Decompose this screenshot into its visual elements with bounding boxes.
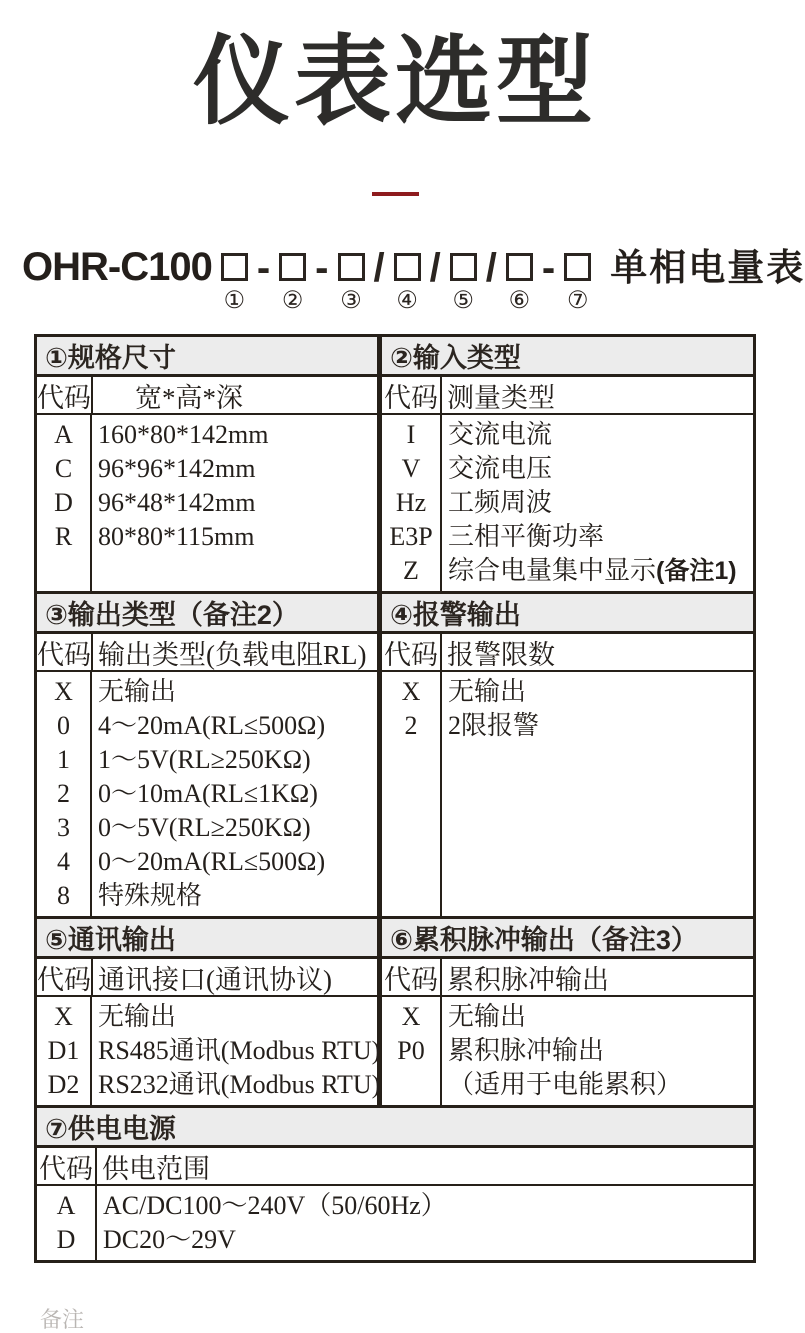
position-number: ⑦ bbox=[566, 288, 589, 314]
code-column-header: 代码 bbox=[382, 377, 442, 413]
code-cells bbox=[37, 997, 92, 1105]
table-body bbox=[382, 672, 753, 916]
code-cell: 8 bbox=[57, 881, 70, 910]
code-cell: A bbox=[54, 420, 73, 449]
table-row-2 bbox=[37, 594, 753, 916]
desc-cells bbox=[92, 418, 377, 588]
code-cell: P0 bbox=[397, 1036, 425, 1065]
column-header-row bbox=[382, 634, 753, 672]
code-cells bbox=[382, 672, 442, 916]
column-header-row bbox=[37, 959, 377, 997]
code-cells bbox=[382, 415, 442, 591]
desc-cell: 96*96*142mm bbox=[98, 454, 256, 483]
model-separator: / bbox=[373, 246, 385, 290]
model-position-6 bbox=[506, 253, 533, 314]
table-body bbox=[37, 1186, 753, 1260]
table-power-supply bbox=[37, 1108, 753, 1260]
table-body bbox=[37, 997, 381, 1105]
model-position-5 bbox=[450, 253, 477, 314]
desc-cell: 工频周波 bbox=[448, 488, 553, 517]
column-header-row bbox=[382, 377, 753, 415]
desc-cell: 无输出 bbox=[448, 677, 527, 706]
desc-cell: 累积脉冲输出 bbox=[448, 1036, 605, 1065]
position-number: ② bbox=[281, 288, 304, 314]
desc-cell: 160*80*142mm bbox=[98, 420, 269, 449]
desc-cell: （适用于电能累积） bbox=[448, 1070, 683, 1099]
code-cell: Hz bbox=[395, 488, 427, 517]
model-separator: - bbox=[256, 246, 271, 290]
code-column-header: 代码 bbox=[382, 634, 442, 670]
column-header-row bbox=[37, 377, 377, 415]
position-number: ⑤ bbox=[452, 288, 474, 314]
code-cell: E3P bbox=[389, 522, 433, 551]
code-cell: 2 bbox=[57, 779, 70, 808]
model-code-line bbox=[22, 244, 805, 314]
desc-cell: RS232通讯(Modbus RTU) bbox=[98, 1070, 381, 1099]
desc-cell: RS485通讯(Modbus RTU) bbox=[98, 1036, 381, 1065]
model-box bbox=[221, 253, 248, 281]
code-cell: 1 bbox=[57, 745, 70, 774]
code-cell: D1 bbox=[47, 1036, 80, 1065]
model-position-2 bbox=[279, 253, 306, 314]
desc-cells bbox=[92, 1000, 380, 1102]
code-cells bbox=[382, 997, 442, 1105]
code-cell bbox=[382, 1068, 440, 1102]
model-separator: - bbox=[541, 246, 556, 290]
desc-cell: 1～5V(RL≥250KΩ) bbox=[98, 745, 311, 774]
section-header-5: ⑤通讯输出 bbox=[37, 919, 377, 959]
model-prefix: OHR-C100 bbox=[22, 245, 212, 289]
table-body bbox=[382, 415, 753, 591]
section-header-6: ⑥累积脉冲输出（备注3） bbox=[382, 919, 753, 959]
page bbox=[0, 26, 805, 1332]
section-header-4: ④报警输出 bbox=[382, 594, 753, 634]
desc-column-header: 测量类型 bbox=[447, 382, 555, 413]
code-cell: C bbox=[54, 454, 73, 483]
desc-cell: DC20～29V bbox=[103, 1225, 236, 1254]
code-cell: R bbox=[54, 522, 73, 551]
desc-cell: 交流电压 bbox=[448, 454, 553, 483]
desc-cell: 综合电量集中显示(备注1) bbox=[448, 556, 737, 585]
clipped-footnote: 备注 bbox=[40, 1307, 85, 1332]
column-header-row bbox=[37, 634, 377, 672]
selection-tables bbox=[34, 334, 756, 1263]
code-column-header: 代码 bbox=[37, 634, 93, 670]
model-position-7 bbox=[564, 253, 591, 314]
section-header-2: ②输入类型 bbox=[382, 337, 753, 377]
desc-cells bbox=[442, 1000, 753, 1102]
desc-cell: 无输出 bbox=[98, 1002, 177, 1031]
section-header-7: ⑦供电电源 bbox=[37, 1108, 753, 1148]
desc-cells bbox=[97, 1189, 753, 1257]
table-size-spec bbox=[37, 337, 377, 591]
table-comm-output bbox=[37, 919, 381, 1105]
model-box bbox=[338, 253, 365, 281]
table-row-1 bbox=[37, 337, 753, 591]
desc-cell: 96*48*142mm bbox=[98, 488, 256, 517]
table-row-3 bbox=[37, 919, 753, 1105]
desc-cell: 4～20mA(RL≤500Ω) bbox=[98, 711, 326, 740]
code-cell: 2 bbox=[404, 711, 418, 740]
table-input-type bbox=[382, 337, 753, 591]
code-cell: D2 bbox=[47, 1070, 80, 1099]
model-position-3 bbox=[338, 253, 365, 314]
desc-cell: 交流电流 bbox=[448, 420, 553, 449]
code-cell: 0 bbox=[57, 711, 70, 740]
position-number: ⑥ bbox=[508, 288, 531, 314]
model-position-1 bbox=[221, 253, 248, 314]
code-cell: X bbox=[401, 1002, 421, 1031]
model-box bbox=[450, 253, 477, 281]
desc-cell: 无输出 bbox=[98, 677, 177, 706]
table-body bbox=[37, 415, 377, 591]
model-suffix: 单相电量表 bbox=[610, 247, 805, 288]
code-cell: X bbox=[54, 1002, 73, 1031]
table-body bbox=[382, 997, 753, 1105]
position-number: ④ bbox=[396, 288, 418, 314]
model-position-4 bbox=[394, 253, 421, 314]
desc-cell: 2限报警 bbox=[448, 711, 540, 740]
code-column-header: 代码 bbox=[382, 959, 442, 995]
code-cell: I bbox=[406, 420, 416, 449]
code-cells bbox=[37, 1186, 97, 1260]
model-box bbox=[279, 253, 306, 281]
desc-cell: AC/DC100～240V（50/60Hz） bbox=[103, 1191, 447, 1220]
model-box bbox=[394, 253, 421, 281]
red-divider bbox=[372, 192, 419, 196]
code-cell: X bbox=[401, 677, 421, 706]
table-output-type bbox=[37, 594, 377, 916]
table-pulse-output bbox=[382, 919, 753, 1105]
code-cell: X bbox=[54, 677, 73, 706]
code-cells bbox=[37, 415, 92, 591]
section-header-1: ①规格尺寸 bbox=[37, 337, 377, 377]
code-cell: 4 bbox=[57, 847, 70, 876]
table-body bbox=[37, 672, 377, 916]
position-number: ③ bbox=[340, 288, 362, 314]
desc-column-header: 通讯接口(通讯协议) bbox=[98, 964, 332, 995]
model-separator: - bbox=[315, 246, 329, 290]
model-box bbox=[506, 253, 533, 281]
code-cell: D bbox=[54, 488, 73, 517]
section-header-3: ③输出类型（备注2） bbox=[37, 594, 377, 634]
column-header-row bbox=[37, 1148, 753, 1186]
code-cell: Z bbox=[403, 556, 419, 585]
desc-cell: 0～10mA(RL≤1KΩ) bbox=[98, 779, 318, 808]
desc-column-header: 报警限数 bbox=[447, 639, 555, 670]
table-alarm-output bbox=[382, 594, 753, 916]
code-cell: V bbox=[401, 454, 421, 483]
table-row-4 bbox=[37, 1108, 753, 1260]
code-cell: A bbox=[56, 1191, 76, 1220]
column-header-row bbox=[382, 959, 753, 997]
model-separator: / bbox=[485, 246, 497, 290]
desc-cell: 0～5V(RL≥250KΩ) bbox=[98, 813, 311, 842]
desc-column-header: 供电范围 bbox=[102, 1153, 210, 1184]
model-box bbox=[564, 253, 591, 281]
desc-column-header: 宽*高*深 bbox=[135, 382, 243, 413]
code-column-header: 代码 bbox=[37, 377, 93, 413]
desc-column-header: 输出类型(负载电阻RL) bbox=[98, 639, 367, 670]
desc-column-header: 累积脉冲输出 bbox=[447, 964, 609, 995]
desc-cells bbox=[92, 675, 377, 913]
code-cells bbox=[37, 672, 92, 916]
desc-cell: 三相平衡功率 bbox=[448, 522, 605, 551]
position-number: ① bbox=[223, 288, 246, 314]
desc-cell: 0～20mA(RL≤500Ω) bbox=[98, 847, 326, 876]
desc-cell: 特殊规格 bbox=[98, 881, 203, 910]
desc-cell: 80*80*115mm bbox=[98, 522, 255, 551]
desc-cell: 无输出 bbox=[448, 1002, 527, 1031]
model-separator: / bbox=[429, 246, 441, 290]
code-column-header: 代码 bbox=[37, 959, 93, 995]
desc-cells bbox=[442, 675, 753, 913]
page-title: 仪表选型 bbox=[193, 27, 597, 136]
code-cell: D bbox=[56, 1225, 76, 1254]
desc-cells bbox=[442, 418, 753, 588]
code-cell: 3 bbox=[57, 813, 70, 842]
code-column-header: 代码 bbox=[37, 1148, 97, 1184]
